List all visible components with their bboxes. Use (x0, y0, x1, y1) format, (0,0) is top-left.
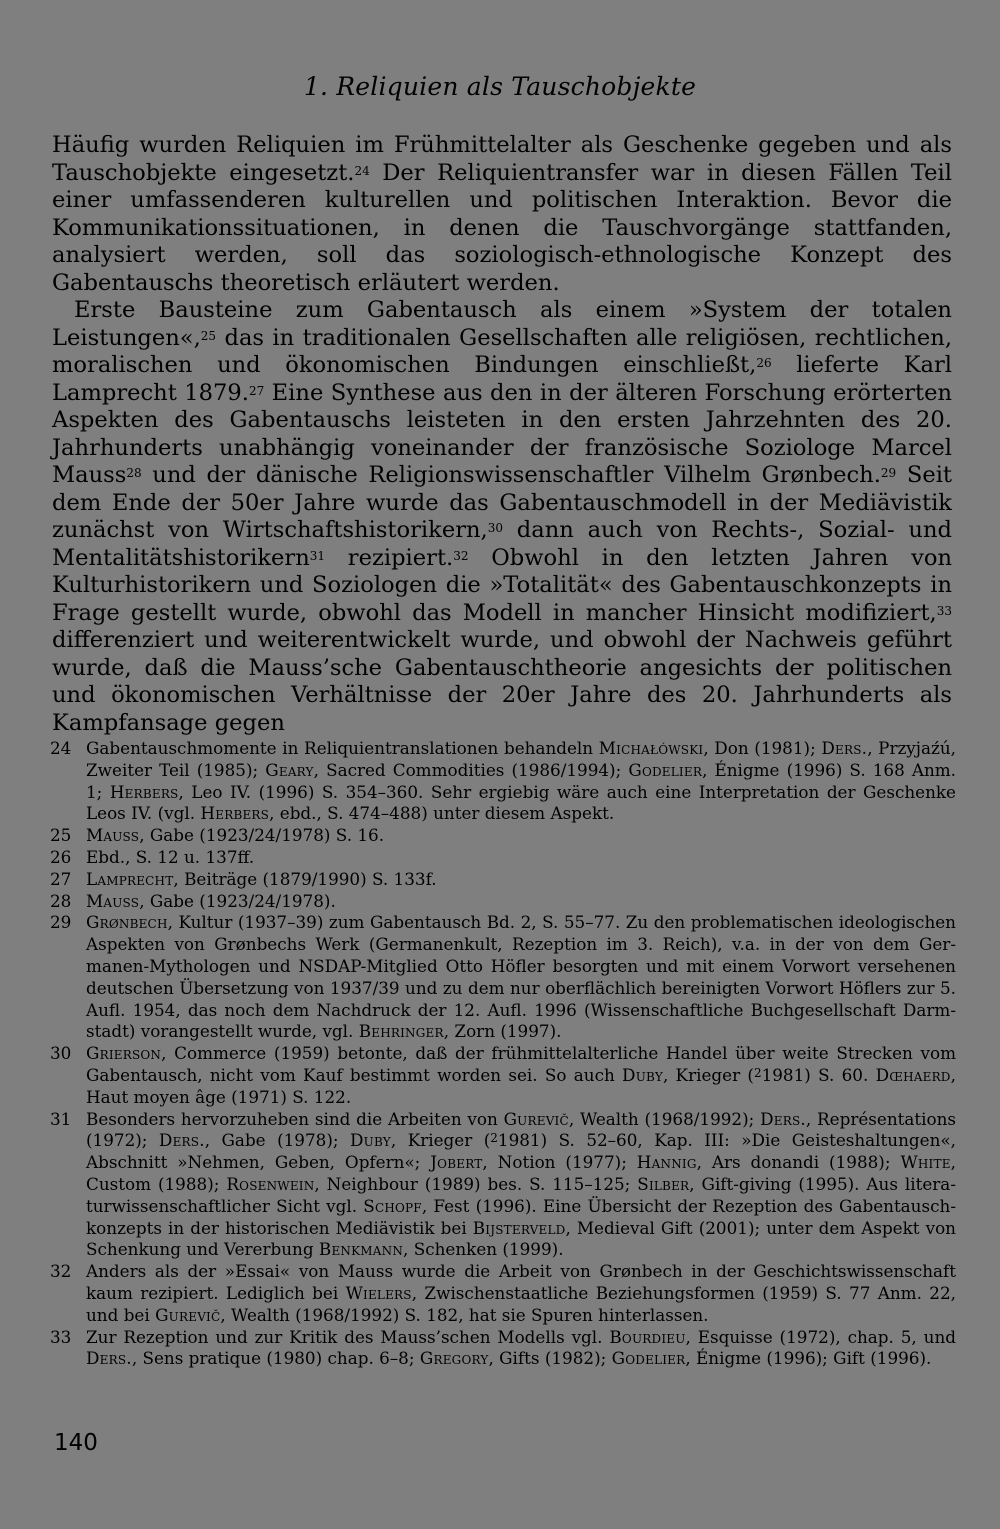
author-name: Dœhaerd (875, 1064, 951, 1085)
edition-superscript: 2 (490, 1131, 498, 1146)
footnote (50, 1261, 956, 1326)
author-name: Lamprecht (86, 868, 174, 889)
author-name: Herbers (200, 803, 270, 824)
author-name: Bijsterveld (472, 1217, 566, 1238)
footnote-text (86, 1261, 956, 1326)
footnote-text-run: , Zwischenstaatliche Beziehungsformen (1959) S. 77 Anm. 22, und bei (86, 1282, 956, 1325)
footnote-text-run: , Medieval Gift (2001); unter dem Aspekt von Schenkung und Vererbung (86, 1217, 956, 1260)
author-name: Geary (265, 759, 314, 780)
footnote-text-run: , Wealth (1968/1992); (568, 1108, 761, 1129)
footnote-number: 27 (50, 868, 72, 889)
author-name: White (900, 1152, 951, 1173)
footnote-ref-30[interactable]: 30 (487, 521, 504, 535)
paragraph-2: Erste Bausteine zum Gabentausch als einem »System der totalen Leistungen«,$^{25}$ das in traditionalen Gesellschaften alle religiösen, rechtlichen, moralischen und ökonomischen Bindungen einschließt,$^{26}$ lieferte Karl Lamprecht 1879.27 Eine Synthese aus den in der älteren Forschung erörterten Aspekten des Gabentauschs leisteten in den ersten Jahrzehnten des 20. Jahrhunderts unabhängig voneinander der französische Soziologe Marcel Mauss$^{28}$ und der dänische Religionswissenschaftler Vilhelm Grønbech.$^{29}$ Seit dem Ende der 50er Jahre wurde das Gabentauschmodell in der Mediävistik zunächst von Wirtschaftshistorikern,$^{30}$ dann auch von Rechts-, Sozial- und Mentalitätshistorikern$^{31}$ rezipiert.$^{32}$ Obwohl in den letzten Jahren von Kulturhistorikern und Soziologen die »Totalität« des Gabentauschkonzepts in Frage gestellt wurde, obwohl das Modell in mancher Hinsicht modifiziert,$^{33}$ differenziert und weiterentwickelt wurde, und obwohl der Nachweis geführt wurde, daß die Mauss’sche Gabentauschtheorie angesichts der politischen und ökonomischen Verhältnisse der 20er Jahre des 20. Jahrhunderts als Kampfansage gegen (52, 297, 953, 736)
footnote-text (86, 825, 956, 847)
footnote-text (86, 1109, 956, 1262)
footnotes (50, 738, 956, 1370)
footnote-number: 29 (50, 912, 72, 933)
footnote-ref-32[interactable]: 32 (453, 548, 469, 563)
footnote-text-run: , Ars donandi (1988); (696, 1152, 901, 1173)
footnote (50, 912, 956, 1043)
footnote-text-run: , ebd., S. 474–488) unter diesem Aspekt. (269, 803, 615, 824)
footnote-text-run: , Gabe (1923/24/1978) S. 16. (139, 825, 385, 846)
footnote-text-run: , Krieger ( (662, 1064, 754, 1085)
footnote (50, 847, 956, 869)
body-text (52, 132, 952, 737)
footnote-text-run: Anders als der »Essai« von Mauss wurde die Arbeit von Grønbech in der Geschichtswissenschaft kaum rezipiert. Lediglich bei (86, 1261, 956, 1303)
footnote-number: 25 (50, 825, 72, 846)
footnote-text (86, 869, 956, 891)
footnote-text-run: , Schenken (1999). (403, 1239, 564, 1260)
author-name: Wielers (345, 1282, 412, 1303)
footnote-text-run: , Esquisse (1972), chap. 5, und (685, 1326, 956, 1347)
footnote-text-run: , Beiträge (1879/1990) S. 133f. (173, 868, 437, 889)
author-name: Michałówski (598, 738, 704, 758)
author-name: Grønbech (86, 912, 168, 933)
footnote-number: 33 (50, 1326, 72, 1347)
footnote-text-run: , Gabe (1923/24/1978). (139, 890, 336, 911)
footnote (50, 891, 956, 913)
footnote-text-run: Gabentauschmomente in Reliquientranslationen behandeln (86, 738, 599, 758)
author-name: Ders. (158, 1130, 205, 1151)
footnote-ref-25[interactable]: 25 (200, 328, 217, 343)
footnote-number: 26 (50, 846, 72, 867)
section-heading: 1. Reliquien als Tauschobjekte (303, 72, 697, 101)
author-name: Mauss (86, 890, 140, 911)
footnote-text-run: , Gifts (1982); (488, 1348, 612, 1369)
footnote-text-run: , Sens pratique (1980) chap. 6–8; (131, 1348, 420, 1369)
footnote-text-run: , Haut moyen âge (1971) S. 122. (86, 1064, 956, 1107)
footnote-text-run: , Zorn (1997). (443, 1021, 562, 1042)
author-name: Gurevič (503, 1108, 569, 1129)
footnote (50, 1109, 956, 1262)
author-name: Schopf (363, 1195, 422, 1216)
footnote-text (86, 738, 956, 825)
footnote (50, 825, 956, 847)
footnote-text-run: , Énigme (1996); Gift (1996). (685, 1348, 932, 1369)
footnote-text-run: , Kultur (1937–39) zum Gabentausch Bd. 2, S. 55–77. Zu den problematischen ideologischen Aspekten von Grønbechs Werk (Germanenkult, Rezeption im 3. Reich), v.a. in der von dem Germanen-Mythologen und NSDAP-Mitglied Otto Höfler besorgten und mit einem Vorwort versehenen deutschen Übersetzung von 1937/39 und zu dem nur oberflächlich bereinigten Vorwort Höflers zur 5. Aufl. 1954, das noch dem Nachdruck der 12. Aufl. 1996 (Wissenschaftliche Buchgesellschaft Darmstadt) vorangestellt wurde, vgl. (86, 912, 956, 1042)
author-name: Duby (622, 1064, 663, 1085)
footnote-ref-33[interactable]: 33 (936, 603, 952, 618)
author-name: Behringer (358, 1021, 444, 1042)
edition-superscript: 2 (753, 1065, 762, 1080)
footnote-text-run: 1981) S. 52–60, Kap. III: »Die Geisteshaltungen«, Abschnitt »Nehmen, Geben, Opfern«; (86, 1130, 956, 1173)
footnote (50, 869, 956, 891)
footnote-text-run: Ebd., S. 12 u. 137ff. (86, 846, 255, 867)
footnote-text-run: , Gift-giving (1995). Aus literaturwissenschaftlicher Sicht vgl. (86, 1173, 956, 1216)
footnote-text (86, 1043, 956, 1108)
footnote-number: 24 (50, 738, 72, 758)
footnote-ref-24[interactable]: 24 (354, 163, 370, 178)
footnote-text (86, 1327, 956, 1371)
author-name: Grierson (86, 1043, 162, 1064)
footnote-number: 28 (50, 890, 72, 911)
author-name: Silber (637, 1173, 690, 1194)
footnote-text-run: , Don (1981); (703, 738, 822, 758)
footnote-text-run: , Leo IV. (1996) S. 354–360. Sehr ergiebig wäre auch eine Interpretation der Geschenke Leos IV. (vgl. (86, 781, 956, 824)
footnote-text-run: , Gabe (1978); (204, 1130, 350, 1151)
footnote-ref-28[interactable]: 28 (126, 466, 142, 480)
author-name: Duby (350, 1130, 391, 1151)
author-name: Bourdieu (609, 1326, 686, 1347)
footnote-text-run: , Wealth (1968/1992) S. 182, hat sie Spuren hinterlassen. (220, 1304, 709, 1325)
footnote-text-run: , Krieger ( (390, 1130, 491, 1151)
author-name: Herbers (109, 781, 179, 802)
footnote-text-run: , Fest (1996). Eine Übersicht der Rezeption des Gabentauschkonzepts in der historischen Mediävistik bei (86, 1195, 956, 1238)
author-name: Godelier (611, 1348, 686, 1369)
footnote-text (86, 847, 956, 869)
author-name: Ders. (86, 1348, 132, 1369)
footnote-text-run: Besonders hervorzuheben sind die Arbeiten von (86, 1108, 504, 1129)
author-name: Benkmann (318, 1239, 404, 1260)
footnote-number: 31 (50, 1108, 72, 1129)
footnote-text-run: , Énigme (1996) S. 168 Anm. 1; (86, 759, 957, 802)
author-name: Hannig (636, 1152, 697, 1173)
footnote-text-run: , Neighbour (1989) bes. S. 115–125; (314, 1173, 638, 1194)
footnote-number: 30 (50, 1043, 72, 1064)
author-name: Godelier (628, 759, 703, 780)
footnote-ref-31[interactable]: 31 (309, 548, 326, 563)
footnote (50, 738, 956, 825)
footnote-text-run: , Sacred Commodities (1986/1994); (313, 759, 629, 780)
author-name: Ders. (821, 738, 868, 758)
author-name: Rosenwein (226, 1173, 315, 1194)
author-name: Jobert (430, 1152, 483, 1173)
author-name: Mauss (86, 825, 140, 846)
author-name: Gurevič (155, 1304, 221, 1325)
footnote-ref-26[interactable]: 26 (756, 356, 772, 370)
footnote-text (86, 891, 956, 913)
footnote-text-run: , Représentations (1972); (86, 1108, 957, 1151)
footnote-text-run: , Przyjaźú, Zweiter Teil (1985); (86, 738, 956, 780)
footnote (50, 1327, 956, 1371)
footnote-ref-29[interactable]: 29 (880, 466, 897, 480)
footnote-text-run: 1981) S. 60. (761, 1064, 876, 1085)
footnote-ref-27[interactable]: 27 (248, 383, 265, 398)
footnote-text-run: Zur Rezeption und zur Kritik des Mauss’schen Modells vgl. (86, 1326, 610, 1347)
footnote-text-run: , Notion (1977); (482, 1152, 637, 1173)
author-name: Ders. (760, 1108, 806, 1129)
footnote-text-run: , Custom (1988); (86, 1152, 956, 1194)
page-number: 140 (54, 1430, 98, 1456)
footnote-text-run: , Commerce (1959) betonte, daß der frühmittelalterliche Handel über weite Strecken vom Gabentausch, nicht vom Kauf bestimmt worden sei. So auch (86, 1043, 956, 1085)
paragraph-1: Häufig wurden Reliquien im Frühmittelalter als Geschenke gegeben und als Tauschobjekte eingesetzt.$^{24}$ Der Reliquientransfer war in diesen Fällen Teil einer umfassenderen kulturellen und politischen Interaktion. Bevor die Kommunikationssituationen, in denen die Tauschvorgänge stattfanden, analysiert werden, soll das soziologisch-ethnologische Konzept des Gabentauschs theoretisch erläutert werden. (52, 132, 952, 296)
footnote-text (86, 912, 956, 1043)
footnote-number: 32 (50, 1261, 72, 1282)
footnote (50, 1043, 956, 1108)
author-name: Gregory (419, 1348, 489, 1369)
